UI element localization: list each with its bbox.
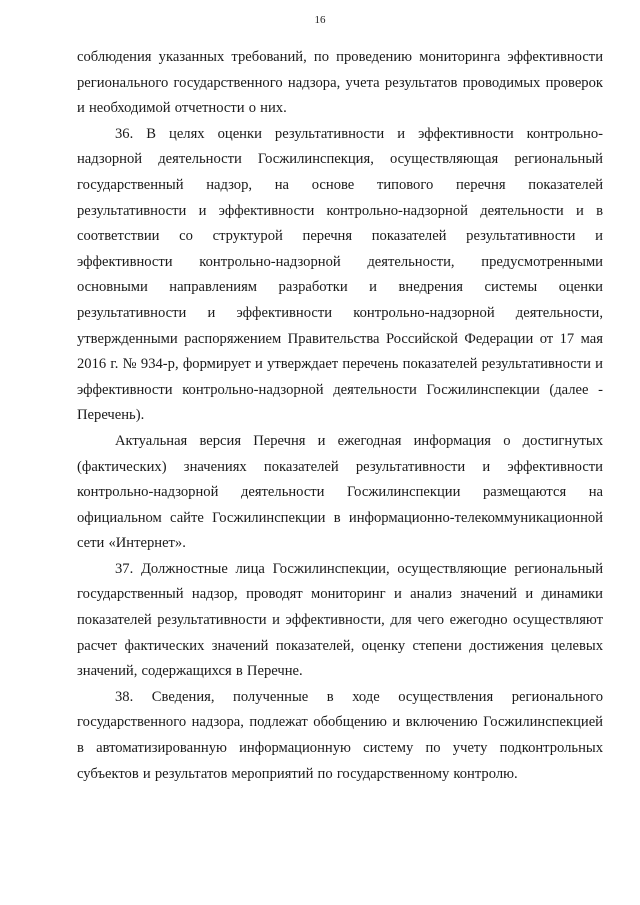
paragraph-38: 38. Сведения, полученные в ходе осуществления регионального государственного надзора, подлежат обобщению и включению Госжилинспекцией в автоматизированную информационную систему по учету подконтрольных субъектов и результатов мероприятий по государственному контролю. <box>77 688 603 782</box>
paragraph-36-actual-version: Актуальная версия Перечня и ежегодная информация о достигнутых (фактических) значениях показателей результативности и эффективности контрольно-надзорной деятельности Госжилинспекции размещаются на официальном сайте Госжилинспекции в информационно-телекоммуникационной сети «Интернет». <box>77 432 603 552</box>
paragraph-36: 36. В целях оценки результативности и эффективности контрольно-надзорной деятельности Госжилинспекция, осуществляющая региональный государственный надзор, на основе типового перечня показателей результативности и эффективности контрольно-надзорной деятельности и в соответствии со структурой перечня показателей результативности и эффективности контрольно-надзорной деятельности, предусмотренными основными направлениям разработки и внедрения системы оценки результативности и эффективности контрольно-надзорной деятельности, утвержденными распоряжением Правительства Российской Федерации от 17 мая 2016 г. № 934-р, формирует и утверждает перечень показателей результативности и эффективности контрольно-надзорной деятельности Госжилинспекции (далее - Перечень). <box>77 125 603 424</box>
paragraph-continuation: соблюдения указанных требований, по проведению мониторинга эффективности регионального государственного надзора, учета результатов проводимых проверок и необходимой отчетности о них. <box>77 49 603 117</box>
document-body <box>77 45 603 787</box>
page-number: 16 <box>314 14 326 26</box>
paragraph-37: 37. Должностные лица Госжилинспекции, осуществляющие региональный государственный надзор, проводят мониторинг и анализ значений и динамики показателей результативности и эффективности, для чего ежегодно осуществляют расчет фактических значений показателей, оценку степени достижения целевых значений, содержащихся в Перечне. <box>77 560 603 680</box>
